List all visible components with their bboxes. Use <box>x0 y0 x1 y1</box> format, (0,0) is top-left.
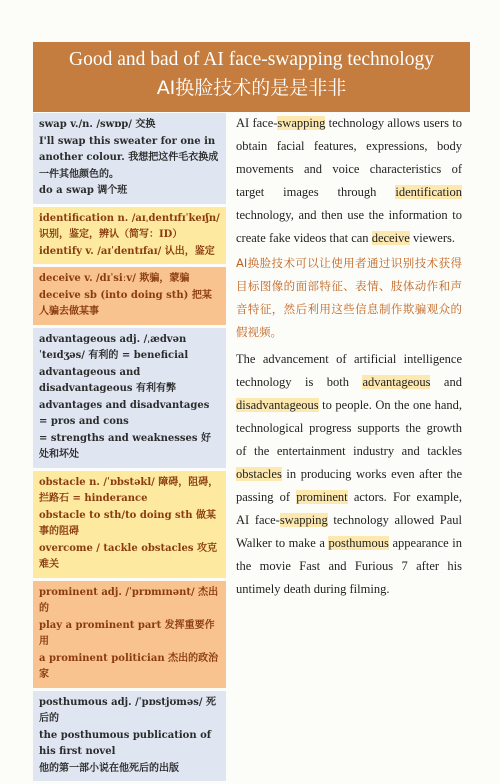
highlight-word: identification <box>395 185 462 199</box>
paragraph-1-chinese: AI换脸技术可以让使用者通过识别技术获得目标图像的面部特征、表情、肢体动作和声音特征，然后利用这些信息制作欺骗观众的假视频。 <box>236 252 462 344</box>
vocab-line: 他的第一部小说在他死后的出版 <box>39 761 220 778</box>
vocab-card-obstacle <box>33 471 226 581</box>
vocab-line: swap v./n. /swɒp/ 交换 <box>39 117 220 134</box>
vocab-line: advantageous and disadvantageous 有利有弊 <box>39 365 220 398</box>
text: to people. On the one hand, technological progress supports the growth of the entertainment industry and tackles <box>236 398 462 458</box>
vocab-line: obstacle n. /ˈɒbstəkl/ 障碍，阻碍，拦路石 = hinderance <box>39 475 220 508</box>
text: actors. For example, AI face- <box>236 490 462 527</box>
vocab-card-swap <box>33 113 226 207</box>
text: technology, and then use the information to create fake videos that can <box>236 208 462 245</box>
vocab-card-deceive <box>33 267 226 328</box>
text: viewers. <box>410 231 455 245</box>
highlight-word: disadvantageous <box>236 398 319 412</box>
vocab-card-posthumous <box>33 691 226 784</box>
vocab-line: play a prominent part 发挥重要作用 <box>39 618 220 651</box>
vocab-line: prominent adj. /ˈprɒmɪnənt/ 杰出的 <box>39 585 220 618</box>
text: technology allows users to obtain facial features, expressions, body movements and voice characteristics of target images through <box>236 116 462 199</box>
vocab-card-prominent <box>33 581 226 691</box>
paragraph-1 <box>236 112 462 250</box>
text: AI face- <box>236 116 277 130</box>
vocab-line: do a swap 调个班 <box>39 183 220 200</box>
vocab-card-advantageous <box>33 328 226 471</box>
highlight-word: deceive <box>372 231 410 245</box>
vocab-card-identification <box>33 207 226 268</box>
vocab-line: I'll swap this sweater for one in another colour. 我想把这件毛衣换成一件其他颜色的。 <box>39 134 220 184</box>
text: appearance in the movie Fast and Furious 7 after his untimely death during filming. <box>236 536 462 596</box>
title-english: Good and bad of AI face-swapping technology <box>33 42 470 72</box>
highlight-word: swapping <box>277 116 325 130</box>
vocab-line: obstacle to sth/to doing sth 做某事的阻碍 <box>39 508 220 541</box>
vocab-line: a prominent politician 杰出的政治家 <box>39 651 220 684</box>
vocab-line: identify v. /aɪˈdentɪfaɪ/ 认出，鉴定 <box>39 244 220 261</box>
highlight-word: obstacles <box>236 467 282 481</box>
article-column <box>236 112 462 601</box>
vocab-line: advantageous adj. /ˌædvənˈteɪdʒəs/ 有利的 = beneficial <box>39 332 220 365</box>
highlight-word: swapping <box>280 513 328 527</box>
text: in producing works even after the passing of <box>236 467 462 504</box>
highlight-word: advantageous <box>362 375 430 389</box>
highlight-word: prominent <box>296 490 347 504</box>
vocab-line: = pros and cons <box>39 414 220 431</box>
vocabulary-column <box>33 113 226 784</box>
vocab-line: the posthumous publication of his first novel <box>39 728 220 761</box>
text: technology allowed Paul Walker to make a <box>236 513 462 550</box>
title-banner <box>33 42 470 112</box>
vocab-line: identification n. /aɪˌdentɪfɪˈkeɪʃn/ 识别，鉴定，辨认（简写：ID） <box>39 211 220 244</box>
vocab-line: deceive sb (into doing sth) 把某人骗去做某事 <box>39 288 220 321</box>
text: and <box>430 375 462 389</box>
title-chinese: AI换脸技术的是是非非 <box>33 75 470 101</box>
vocab-line: = strengths and weaknesses 好处和坏处 <box>39 431 220 464</box>
text: The advancement of artificial intelligence technology is both <box>236 352 462 389</box>
paragraph-2 <box>236 348 462 601</box>
vocab-line: deceive v. /dɪˈsiːv/ 欺骗，蒙骗 <box>39 271 220 288</box>
vocab-line: overcome / tackle obstacles 攻克难关 <box>39 541 220 574</box>
highlight-word: posthumous <box>328 536 388 550</box>
vocab-line: advantages and disadvantages <box>39 398 220 415</box>
vocab-line: posthumous adj. /ˈpɒstjʊməs/ 死后的 <box>39 695 220 728</box>
